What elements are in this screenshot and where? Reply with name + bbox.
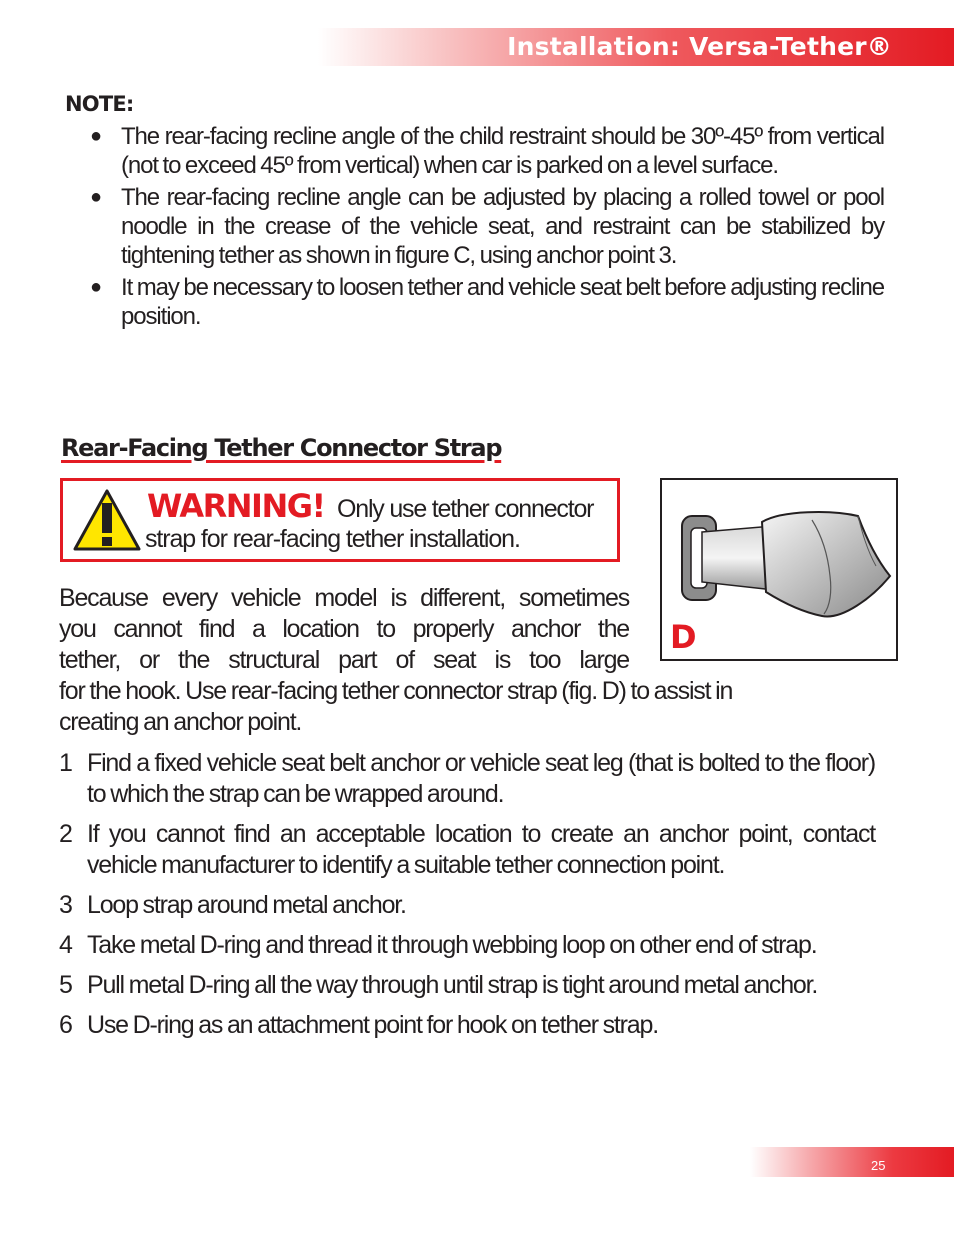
note-item-text: It may be necessary to loosen tether and vehicle seat belt before adjusting recline position. (121, 274, 884, 330)
step-number: 2 (59, 820, 72, 848)
intro-paragraph (59, 583, 875, 738)
step-text: Pull metal D-ring all the way through until strap is tight around metal anchor. (87, 971, 818, 999)
step-text: Find a fixed vehicle seat belt anchor or vehicle seat leg (that is bolted to the floor) to which the strap can be wrapped around. (87, 749, 875, 808)
step-number: 5 (59, 971, 72, 999)
warning-word: WARNING! (147, 487, 325, 525)
list-item (59, 970, 875, 1001)
step-text: Use D-ring as an attachment point for hook on tether strap. (87, 1011, 658, 1039)
bullet-icon: ● (90, 186, 101, 208)
note-item (88, 183, 884, 270)
step-number: 6 (59, 1011, 72, 1039)
figure-label: D (670, 618, 697, 656)
note-item-text: The rear-facing recline angle can be adjusted by placing a rolled towel or pool noodle in the crease of the vehicle seat, and restraint can be stabilized by tightening tether as shown in figure C, using anchor point 3. (121, 184, 884, 269)
step-number: 1 (59, 749, 72, 777)
section-heading: Rear-Facing Tether Connector Strap (61, 434, 502, 462)
bullet-icon: ● (90, 276, 101, 298)
warning-text: Only use tether connector (337, 495, 594, 523)
note-item (88, 122, 884, 180)
list-item (59, 930, 875, 961)
bullet-icon: ● (90, 125, 101, 147)
paragraph-line: for the hook. Use rear-facing tether connector strap (fig. D) to assist in (59, 677, 733, 705)
step-text: Loop strap around metal anchor. (87, 891, 406, 919)
note-item-text: The rear-facing recline angle of the child restraint should be 30º-45º from vertical (not to exceed 45º from vertical) when car is parked on a level surface. (121, 123, 884, 179)
footer-bar (750, 1147, 954, 1177)
note-item (88, 273, 884, 331)
note-list (88, 122, 884, 334)
paragraph-line: you cannot find a location to properly anchor the (59, 615, 629, 643)
note-label: NOTE: (65, 92, 134, 116)
step-number: 4 (59, 931, 72, 959)
warning-triangle-icon (73, 489, 141, 551)
step-text: If you cannot find an acceptable location to create an anchor point, contact vehicle manufacturer to identify a suitable tether connection point. (87, 820, 875, 879)
page-number: 25 (871, 1158, 886, 1173)
steps-list (59, 748, 875, 1050)
step-text: Take metal D-ring and thread it through webbing loop on other end of strap. (87, 931, 817, 959)
warning-box (60, 478, 620, 562)
list-item (59, 1010, 875, 1041)
paragraph-line: tether, or the structural part of seat is too large (59, 646, 629, 674)
page-title: Installation: Versa-Tether® (507, 32, 892, 61)
paragraph-line: creating an anchor point. (59, 708, 302, 736)
paragraph-line: Because every vehicle model is different, sometimes (59, 584, 629, 612)
list-item (59, 819, 875, 881)
list-item (59, 890, 875, 921)
list-item (59, 748, 875, 810)
step-number: 3 (59, 891, 72, 919)
warning-text: strap for rear-facing tether installation. (145, 525, 520, 553)
